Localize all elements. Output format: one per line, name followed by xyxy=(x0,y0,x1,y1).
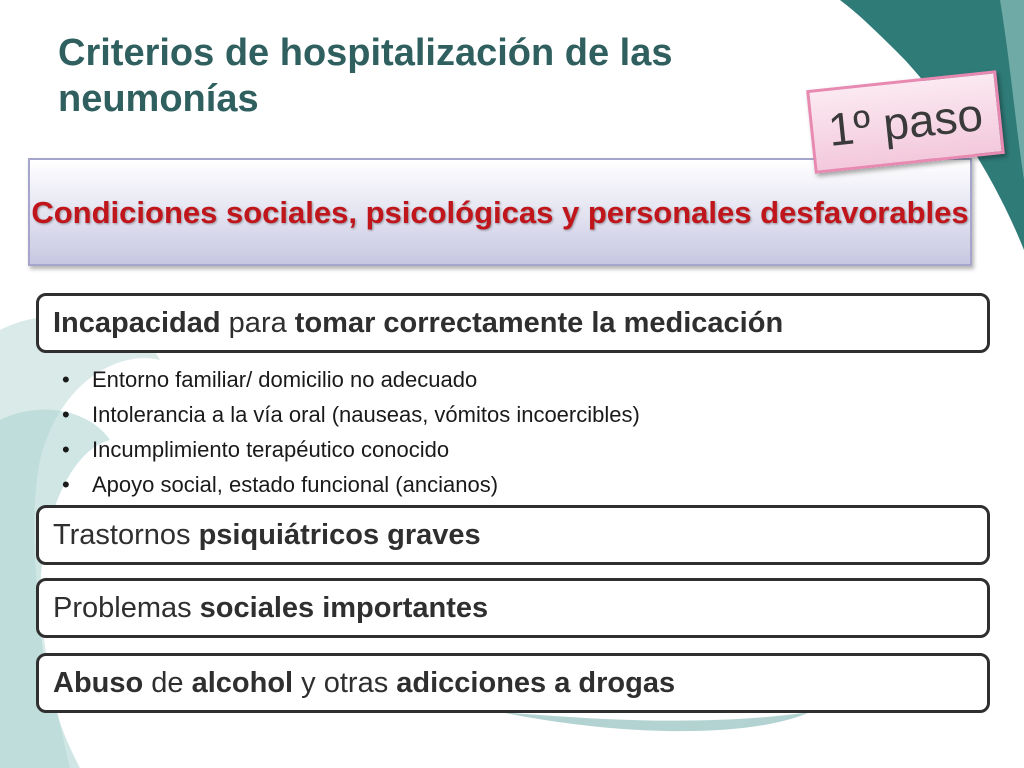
bullet-icon: • xyxy=(62,402,70,427)
sub-criteria-list xyxy=(62,362,640,502)
step-stamp: 1º paso xyxy=(806,70,1005,174)
category-banner xyxy=(28,158,972,266)
slide-title: Criterios de hospitalización de las neumonías xyxy=(58,32,673,120)
criterion-box-social xyxy=(36,578,990,638)
bullet-icon: • xyxy=(62,472,70,497)
bullet-icon: • xyxy=(62,367,70,392)
criterion-text-segment: de xyxy=(143,666,192,699)
list-item: • Intolerancia a la vía oral (nauseas, vómitos incoercibles) xyxy=(62,397,640,432)
criterion-box-addictions xyxy=(36,653,990,713)
criterion-text-segment: alcohol xyxy=(191,666,294,699)
criterion-text-segment: tomar correctamente la medicación xyxy=(294,306,784,339)
banner-text: Condiciones sociales, psicológicas y personales desfavorables xyxy=(31,194,969,230)
criterion-text-segment: Abuso xyxy=(53,666,144,699)
criterion-text-segment: para xyxy=(220,306,295,339)
list-item: • Entorno familiar/ domicilio no adecuado xyxy=(62,362,640,397)
bullet-icon: • xyxy=(62,437,70,462)
list-item: • Incumplimiento terapéutico conocido xyxy=(62,432,640,467)
list-item: • Apoyo social, estado funcional (ancianos) xyxy=(62,467,640,502)
criterion-box-medication xyxy=(36,293,990,353)
criterion-text-segment: Problemas xyxy=(53,591,200,624)
criterion-text-segment: y otras xyxy=(293,666,397,699)
bottom-swoosh xyxy=(500,712,810,731)
criterion-text-segment: sociales importantes xyxy=(199,591,489,624)
criterion-text-segment: adicciones a drogas xyxy=(396,666,676,699)
criterion-text-segment: Incapacidad xyxy=(53,306,221,339)
criterion-text-segment: Trastornos xyxy=(53,518,199,551)
criterion-box-psychiatric xyxy=(36,505,990,565)
criterion-text-segment: psiquiátricos graves xyxy=(198,518,481,551)
